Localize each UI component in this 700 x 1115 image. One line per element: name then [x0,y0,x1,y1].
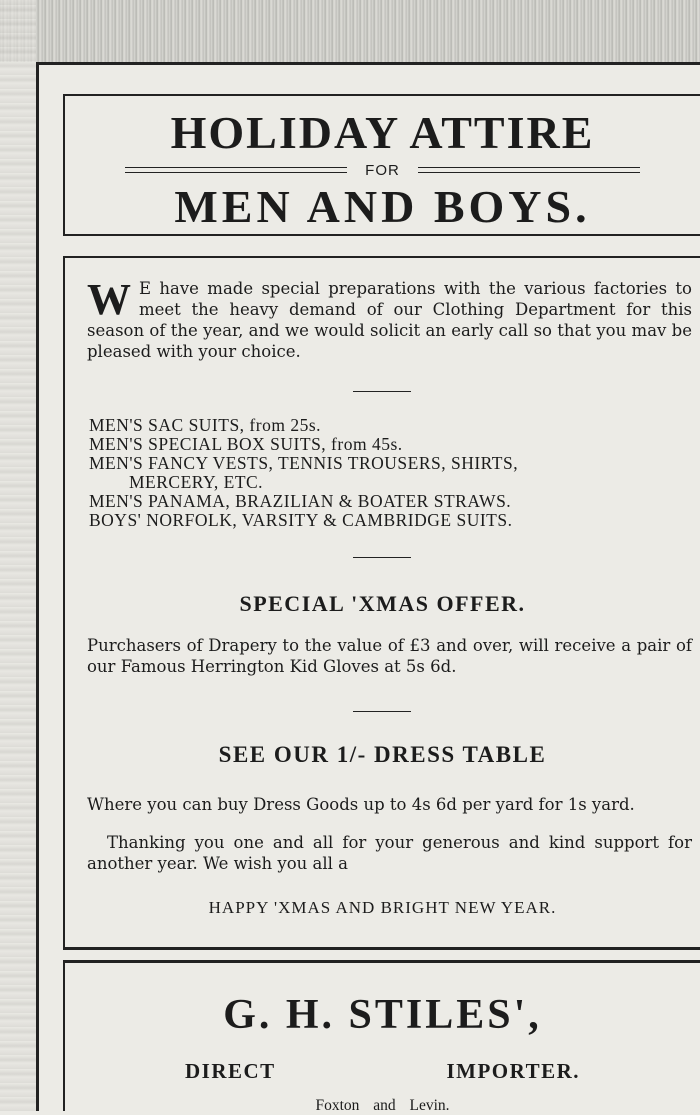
list-item: MEN'S SAC SUITS, from 25s. [89,415,322,435]
thanks-paragraph: Thanking you one and all for your generous and kind support for another year. We wish you all a [87,833,692,873]
scan-noise-top [0,0,700,62]
for-divider [125,160,640,180]
list-item: MEN'S PANAMA, BRAZILIAN & BOATER STRAWS. [89,491,512,511]
list-item: MEN'S SPECIAL BOX SUITS, from 45s. [89,434,403,454]
footer-box [63,960,700,1114]
double-rule-left [125,167,347,173]
scan-noise-left [0,0,36,1111]
headline-holiday-attire: HOLIDAY ATTIRE [170,107,595,158]
for-connector: FOR [365,161,400,179]
merchant-tagline [185,1059,580,1084]
list-item: MEN'S FANCY VESTS, TENNIS TROUSERS, SHIRTS, [89,453,519,473]
intro-paragraph [87,275,692,362]
drop-cap: W [87,275,131,324]
merchant-name: G. H. STILES', [223,992,542,1038]
divider-rule [353,557,411,558]
offer-paragraph: Purchasers of Drapery to the value of £3 and over, will receive a pair of our Famous Herrington Kid Gloves at 5s 6d. [87,636,692,676]
merchant-locations: Foxton and Levin. [315,1097,450,1114]
tagline-importer: IMPORTER. [446,1059,580,1083]
greeting-line: HAPPY 'XMAS AND BRIGHT NEW YEAR. [208,898,557,917]
double-rule-right [418,167,640,173]
clothing-list [89,416,694,530]
dress-paragraph: Where you can buy Dress Goods up to 4s 6d per yard for 1s yard. [87,795,635,814]
header-box [63,94,700,236]
offer-heading: SPECIAL 'XMAS OFFER. [239,591,526,616]
divider-rule [353,711,411,712]
intro-text: E have made special preparations with the various factories to meet the heavy demand of our Clothing Department for this season of the year, and we would solicit an early call so that you mav be pleased with your choice. [87,279,692,361]
body-box [63,256,700,950]
list-item: BOYS' NORFOLK, VARSITY & CAMBRIDGE SUITS. [89,510,513,530]
list-item: MERCERY, ETC. [129,472,264,492]
divider-rule [353,391,411,392]
dress-table-heading: SEE OUR 1/- DRESS TABLE [218,742,547,767]
tagline-direct: DIRECT [185,1059,276,1083]
headline-men-and-boys: MEN AND BOYS. [174,181,591,232]
